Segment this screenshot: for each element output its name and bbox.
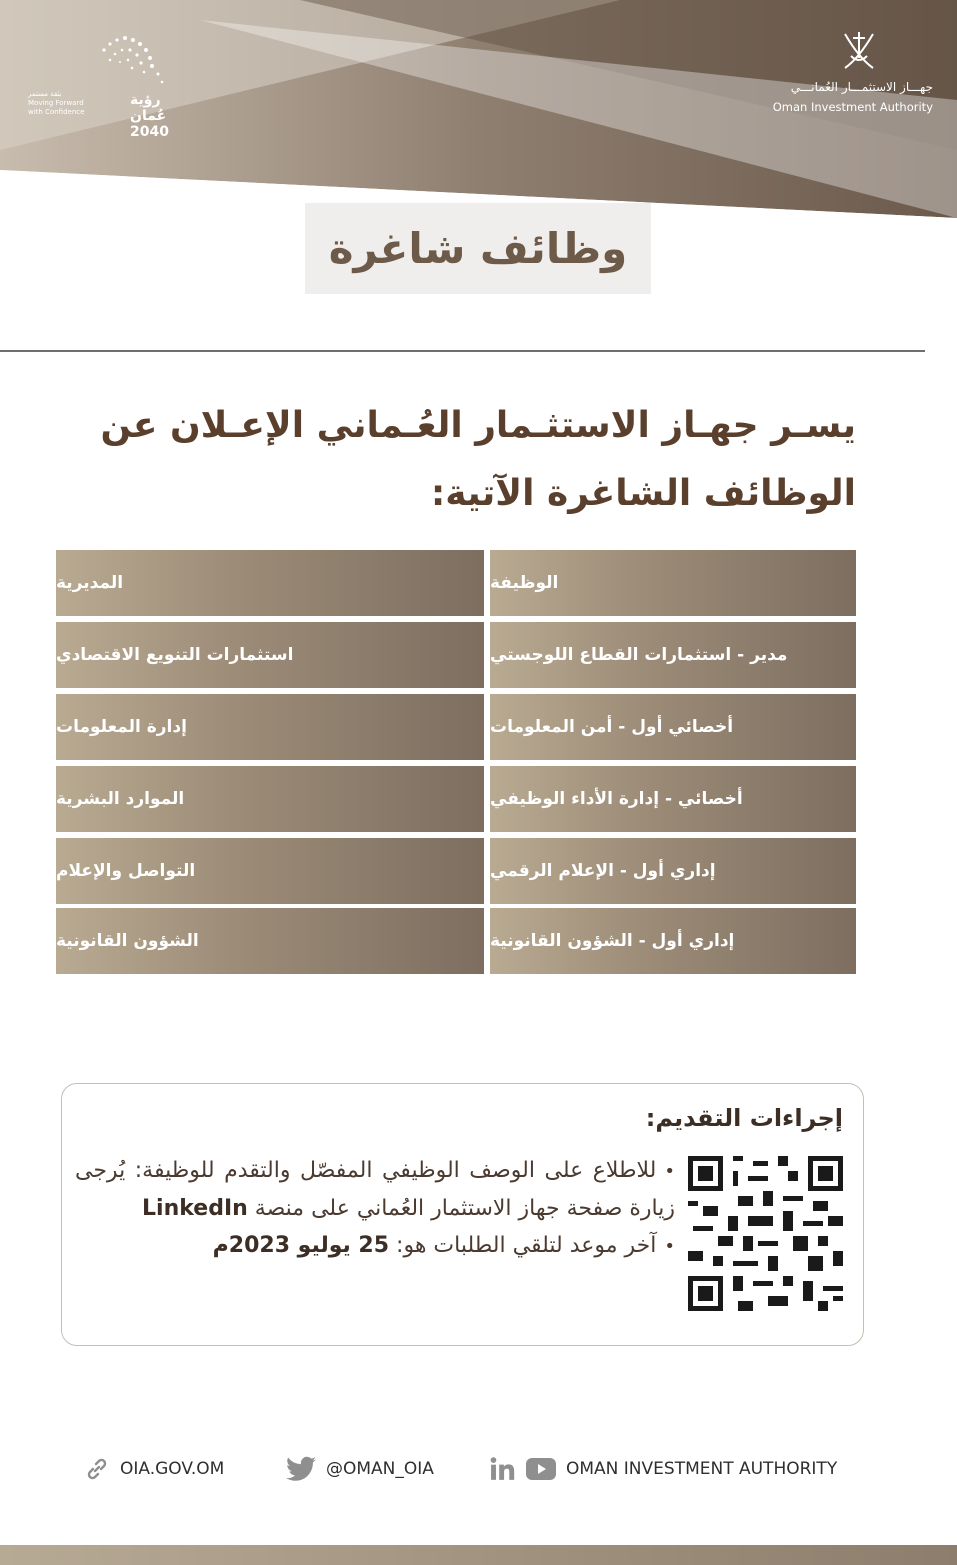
job-cell: مدير - استثمارات القطاع اللوجستي (490, 622, 856, 688)
page-title: وظائف شاغرة (328, 224, 628, 273)
website-text: OIA.GOV.OM (120, 1459, 225, 1479)
bottom-bar (0, 1545, 957, 1565)
oia-name-en: Oman Investment Authority (772, 100, 933, 114)
job-cell: أخصائي - إدارة الأداء الوظيفي (490, 766, 856, 832)
bullet-deadline (75, 1227, 675, 1265)
deadline-date: 25 يوليو 2023م (212, 1233, 390, 1258)
directorate-cell: الموارد البشرية (56, 766, 484, 832)
apply-title: إجراءات التقديم: (645, 1104, 843, 1132)
oia-name-ar: جهـــاز الاستثمـــار العُمانـــي (790, 80, 933, 94)
intro-text: يسـر جهـاز الاستثـمار العُـماني الإعـلان عن الوظائف الشاغرة الآتية: (100, 405, 856, 514)
table-row (56, 622, 856, 688)
bullet2-text: آخر موعد لتلقي الطلبات هو: (396, 1233, 657, 1258)
social-account-name: OMAN INVESTMENT AUTHORITY (566, 1459, 838, 1479)
table-row (56, 694, 856, 760)
divider (0, 350, 925, 352)
twitter-handle: @OMAN_OIA (326, 1459, 434, 1479)
title-box (305, 203, 651, 294)
link-icon (84, 1456, 110, 1482)
vision-subtitle-ar: بثقة مستمر (28, 90, 62, 98)
vision-2040-logo (20, 28, 200, 140)
directorate-cell: الشؤون القانونية (56, 908, 484, 974)
table-row (56, 766, 856, 832)
linkedin-link[interactable]: LinkedIn (142, 1196, 248, 1221)
job-cell: أخصائي أول - أمن المعلومات (490, 694, 856, 760)
vision-subtitle-en: Moving Forward with Confidence (28, 99, 85, 116)
footer-website[interactable] (84, 1452, 224, 1486)
header-job: الوظيفة (490, 550, 856, 616)
vision-name: رؤية عُمان 2040 (130, 92, 169, 140)
table-row (56, 908, 856, 974)
directorate-cell: استثمارات التنويع الاقتصادي (56, 622, 484, 688)
apply-box (61, 1083, 864, 1346)
job-cell: إداري أول - الإعلام الرقمي (490, 838, 856, 904)
header-directorate: المديرية (56, 550, 484, 616)
apply-bullets (75, 1152, 675, 1265)
qr-code-icon[interactable] (688, 1156, 843, 1311)
table-row (56, 838, 856, 904)
youtube-icon (526, 1458, 556, 1480)
directorate-cell: التواصل والإعلام (56, 838, 484, 904)
footer-twitter[interactable] (286, 1452, 434, 1486)
vision-subtitle (28, 90, 90, 117)
footer (0, 1452, 957, 1486)
twitter-icon (286, 1456, 316, 1482)
vision-2040-logo-icon (70, 28, 180, 98)
footer-social[interactable] (490, 1452, 837, 1486)
bullet-dot: • (664, 1161, 675, 1182)
directorate-cell: إدارة المعلومات (56, 694, 484, 760)
bullet1-text: للاطلاع على الوصف الوظيفي المفصّل والتقدم للوظيفة: يُرجى زيارة صفحة جهاز الاستثمار العُماني على منصة (75, 1158, 675, 1221)
table-header-row (56, 550, 856, 616)
linkedin-icon (490, 1457, 516, 1481)
bullet-dot: • (664, 1236, 675, 1257)
oman-emblem-icon (837, 28, 881, 72)
bullet-linkedin (75, 1152, 675, 1227)
job-cell: إداري أول - الشؤون القانونية (490, 908, 856, 974)
